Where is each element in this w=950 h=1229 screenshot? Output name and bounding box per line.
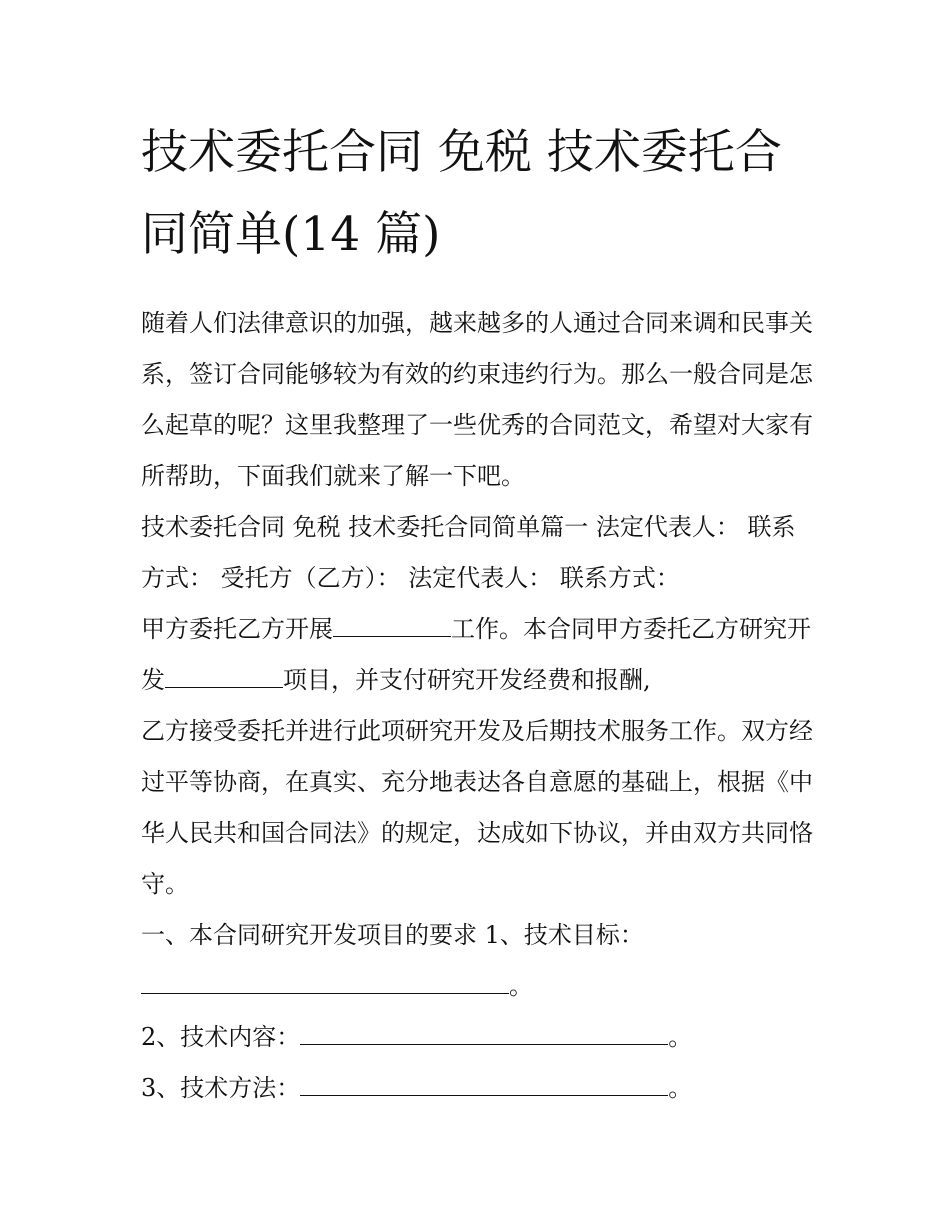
technical-goal-line [141,961,813,1012]
document-page [141,112,813,1114]
technical-content-label: 2、技术内容： [141,1023,301,1051]
document-body [141,298,813,1114]
technical-content-blank [300,1043,668,1045]
document-title: 技术委托合同 免税 技术委托合同简单(14 篇) [141,125,782,262]
agreement-paragraph: 乙方接受委托并进行此项研究开发及后期技术服务工作。双方经过平等协商，在真实、充分地表达各自意愿的基础上，根据《中华人民共和国合同法》的规定，达成如下协议，并由双方共同恪守。 [141,717,813,898]
contract-header-line: 技术委托合同 免税 技术委托合同简单篇一 法定代表人： 联系方式： 受托方（乙方）： 法定代表人： 联系方式： [141,513,796,592]
section-1-heading: 一、本合同研究开发项目的要求 1、技术目标： [141,921,644,949]
technical-method-blank [300,1094,668,1096]
commission-text-2: 工作。本合同甲方委托乙方研究开发 [141,615,811,694]
intro-paragraph: 随着人们法律意识的加强，越来越多的人通过合同来调和民事关系，签订合同能够较为有效的约束违约行为。那么一般合同是怎么起草的呢？这里我整理了一些优秀的合同范文，希望对大家有所帮助，下面我们就来了解一下吧。 [141,309,813,490]
project-blank [165,686,283,688]
technical-method-line [141,1063,813,1114]
technical-goal-end: 。 [509,972,533,1000]
technical-method-label: 3、技术方法： [141,1074,301,1102]
technical-goal-blank [141,992,509,994]
technical-method-end: 。 [668,1074,693,1102]
commission-text-3: 项目，并支付研究开发经费和报酬, [283,666,651,694]
technical-content-end: 。 [668,1023,693,1051]
commission-text-1: 甲方委托乙方开展 [141,615,333,643]
technical-content-line [141,1012,813,1063]
commission-paragraph [141,604,813,706]
work-blank [333,635,451,637]
